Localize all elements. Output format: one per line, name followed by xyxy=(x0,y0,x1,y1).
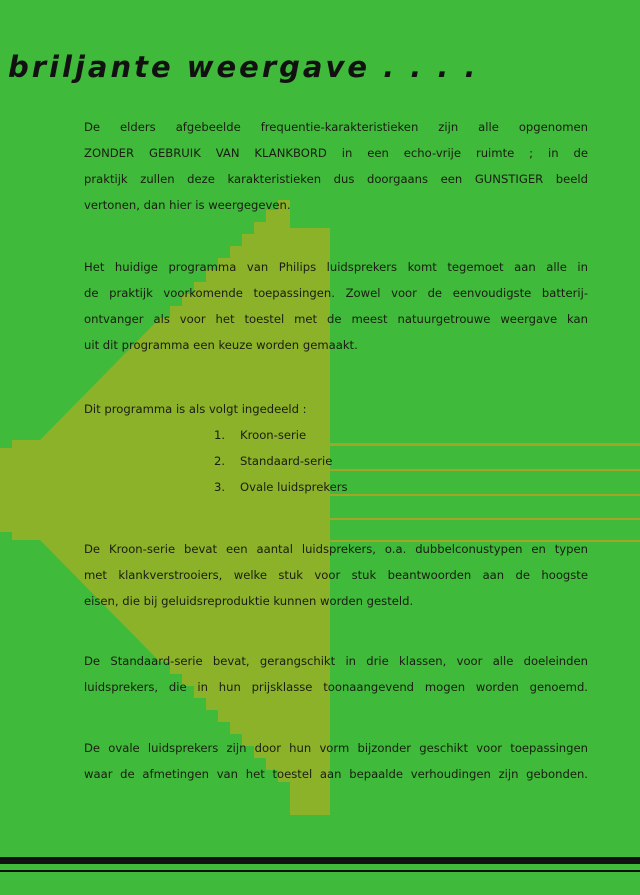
list-intro: Dit programma is als volgt ingedeeld : xyxy=(84,402,307,416)
text-line: met klankverstrooiers, welke stuk voor stuk beantwoorden aan de hoogste xyxy=(84,568,588,582)
text-line: Het huidige programma van Philips luidsprekers komt tegemoet aan alle in xyxy=(84,260,588,274)
page-heading: briljante weergave . . . . xyxy=(8,50,479,84)
list-item xyxy=(84,422,588,448)
text-line: uit dit programma een keuze worden gemaakt. xyxy=(84,338,358,352)
series-list xyxy=(84,422,588,500)
intro-paragraph xyxy=(84,114,588,218)
text-line: De elders afgebeelde frequentie-karakteristieken zijn alle opgenomen xyxy=(84,120,588,134)
text-line: praktijk zullen deze karakteristieken dus doorgaans een GUNSTIGER beeld xyxy=(84,172,588,186)
list-label: Standaard-serie xyxy=(240,454,333,468)
list-label: Ovale luidsprekers xyxy=(240,480,348,494)
footer-rule-thin xyxy=(0,870,640,872)
standaard-paragraph xyxy=(84,648,588,700)
text-line: ontvanger als voor het toestel met de meest natuurgetrouwe weergave kan xyxy=(84,312,588,326)
text-line: De Kroon-serie bevat een aantal luidsprekers, o.a. dubbelconustypen en typen xyxy=(84,542,588,556)
kroon-paragraph xyxy=(84,536,588,614)
list-number: 1. xyxy=(214,428,226,442)
list-number: 2. xyxy=(214,454,226,468)
list-number: 3. xyxy=(214,480,226,494)
program-paragraph xyxy=(84,254,588,358)
program-list xyxy=(84,396,588,500)
list-label: Kroon-serie xyxy=(240,428,307,442)
text-line: waar de afmetingen van het toestel aan bepaalde verhoudingen zijn gebonden. xyxy=(84,767,588,781)
footer-rule-thick xyxy=(0,857,640,864)
text-line: De ovale luidsprekers zijn door hun vorm bijzonder geschikt voor toepassingen xyxy=(84,741,588,755)
ovale-paragraph xyxy=(84,735,588,787)
text-line: vertonen, dan hier is weergegeven. xyxy=(84,198,291,212)
text-line: eisen, die bij geluidsreproduktie kunnen worden gesteld. xyxy=(84,594,414,608)
text-line: ZONDER GEBRUIK VAN KLANKBORD in een echo-vrije ruimte ; in de xyxy=(84,146,588,160)
stripe xyxy=(330,518,640,520)
text-line: luidsprekers, die in hun prijsklasse toonaangevend mogen worden genoemd. xyxy=(84,680,588,694)
text-line: De Standaard-serie bevat, gerangschikt in drie klassen, voor alle doeleinden xyxy=(84,654,588,668)
list-item xyxy=(84,474,588,500)
text-line: de praktijk voorkomende toepassingen. Zowel voor de eenvoudigste batterij- xyxy=(84,286,588,300)
list-item xyxy=(84,448,588,474)
